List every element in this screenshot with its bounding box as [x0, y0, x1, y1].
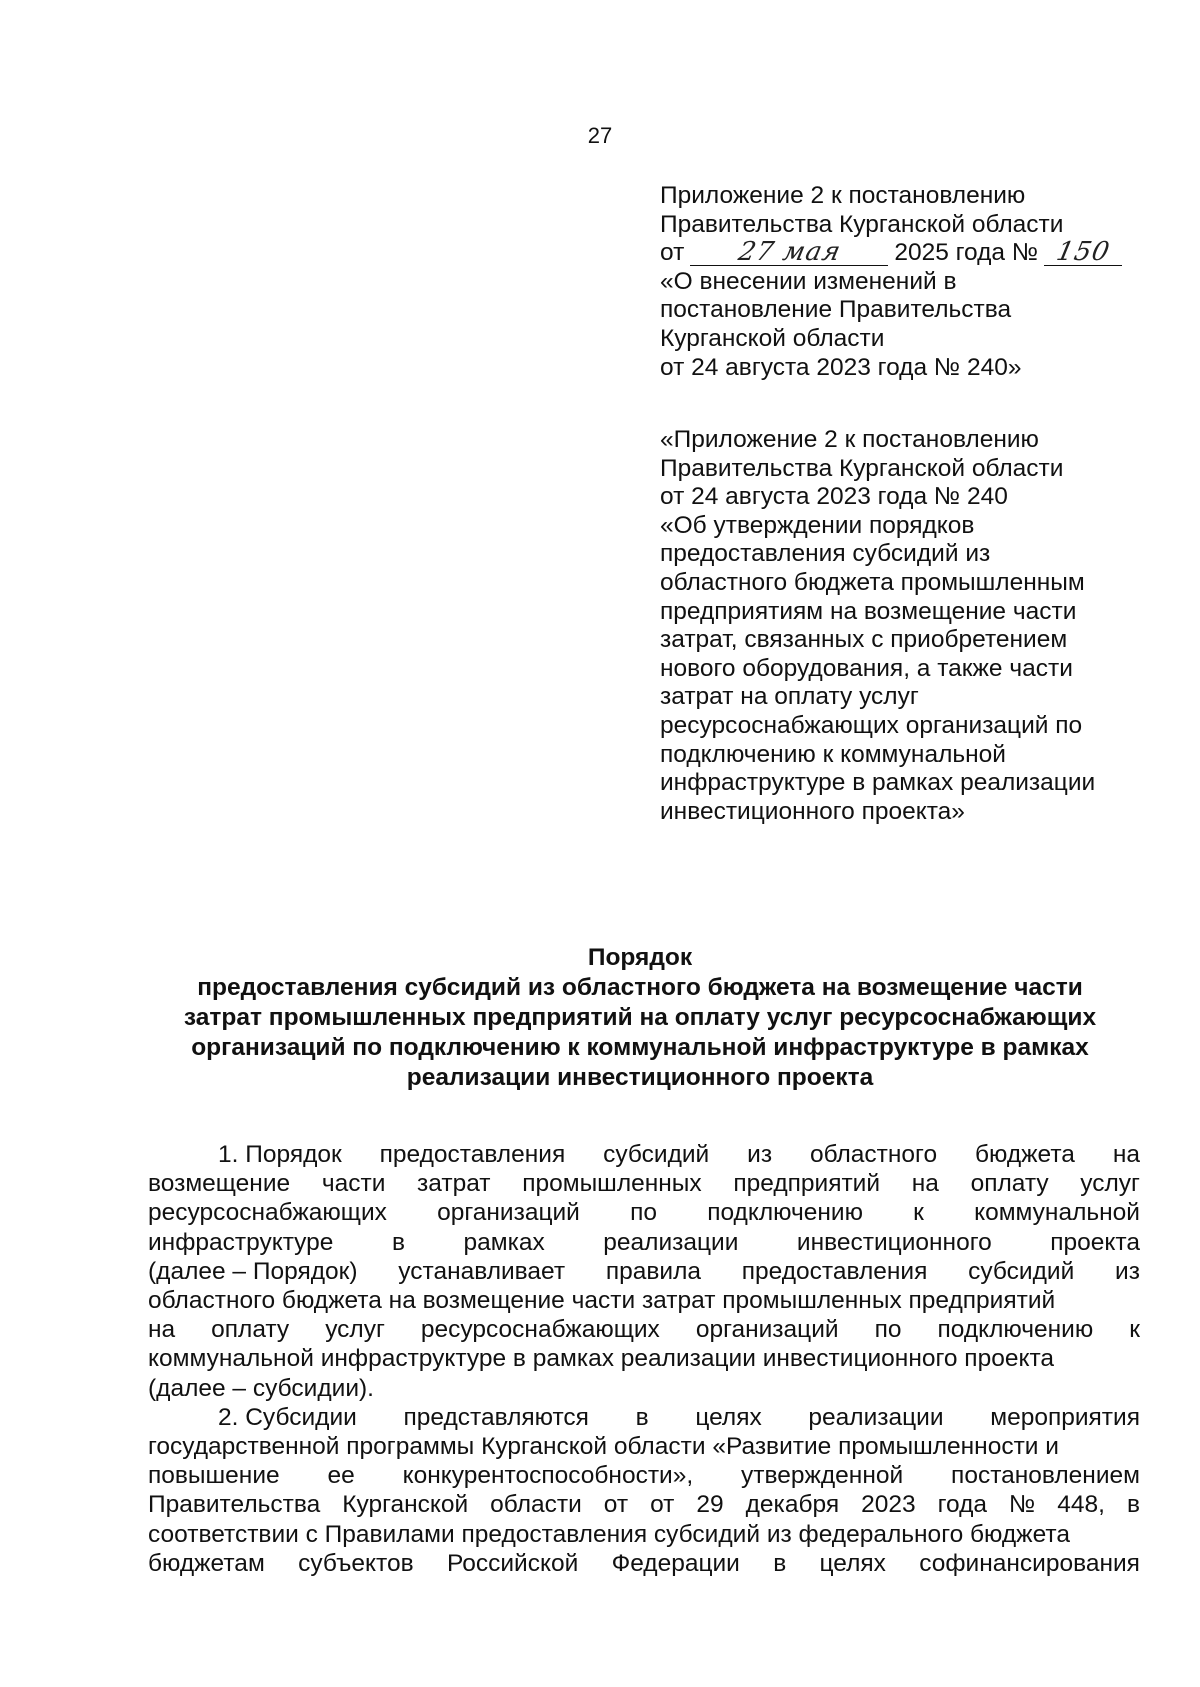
- paragraph-word: софинансирования: [919, 1549, 1140, 1577]
- paragraph-word: рамках: [463, 1228, 545, 1256]
- paragraph-word: части: [321, 1170, 386, 1198]
- paragraph-word: затрат: [417, 1170, 491, 1198]
- document-body: [148, 1140, 1140, 1578]
- quoted-appendix-line: затрат, связанных с приобретением: [660, 626, 1068, 654]
- paragraph-word: на: [911, 1170, 939, 1198]
- paragraph-word: в: [391, 1228, 405, 1256]
- paragraph-word: оплату: [211, 1316, 290, 1344]
- paragraph-word: услуг: [325, 1316, 385, 1344]
- paragraph-word: предоставления: [379, 1141, 566, 1168]
- paragraph-word: целях: [819, 1549, 886, 1577]
- appendix-header-line: Приложение 2 к постановлению: [660, 182, 1026, 209]
- paragraph-word: областного бюджета на возмещение части затрат промышленных предприятий: [148, 1287, 1056, 1315]
- paragraph-word: 29: [696, 1491, 724, 1519]
- paragraph-word: соответствии с Правилами предоставления субсидий из федерального бюджета: [148, 1520, 1070, 1548]
- date-prefix: от: [660, 239, 685, 267]
- quoted-appendix-line: инвестиционного проекта»: [660, 797, 965, 825]
- paragraph-line: [148, 1490, 1140, 1519]
- paragraph-word: целях: [695, 1403, 762, 1431]
- paragraph-word: коммунальной инфраструктуре в рамках реализации инвестиционного проекта: [148, 1345, 1055, 1373]
- handwritten-date-field: [690, 237, 888, 268]
- appendix-header-line: Курганской области: [660, 324, 885, 352]
- appendix-header-line: «О внесении изменений в: [660, 267, 957, 295]
- paragraph-word: ее: [327, 1462, 355, 1490]
- appendix-header: [660, 182, 1160, 382]
- paragraph-word: оплату: [970, 1170, 1049, 1198]
- paragraph-word: услуг: [1080, 1170, 1140, 1198]
- quoted-appendix-line: затрат на оплату услуг: [660, 683, 919, 711]
- document-title: [140, 943, 1140, 1093]
- paragraph-word: из: [1115, 1257, 1140, 1285]
- paragraph-word: повышение: [148, 1462, 280, 1490]
- document-title-line: затрат промышленных предприятий на оплату услуг ресурсоснабжающих: [183, 1004, 1097, 1031]
- appendix-header-line: постановление Правительства: [660, 296, 1012, 324]
- document-title-line: Порядок: [587, 944, 693, 971]
- paragraph-word: предоставления: [741, 1257, 928, 1285]
- paragraph-word: ресурсоснабжающих: [420, 1316, 660, 1344]
- paragraph-line: [148, 1228, 1140, 1257]
- paragraph-word: Правительства: [148, 1491, 321, 1519]
- paragraph-word: Курганской: [342, 1491, 469, 1519]
- paragraph-word: от: [603, 1491, 629, 1519]
- paragraph-line: [148, 1374, 1140, 1403]
- paragraph-word: Федерации: [611, 1549, 740, 1577]
- paragraph-word: государственной программы Курганской области «Развитие промышленности и: [148, 1433, 1059, 1461]
- paragraph-word: (далее – субсидии).: [148, 1374, 374, 1402]
- paragraph-word: 2023: [861, 1491, 916, 1519]
- quoted-appendix-line: «Об утверждении порядков: [660, 511, 975, 539]
- paragraph-word: области: [490, 1491, 582, 1519]
- paragraph-word: 1. Порядок: [218, 1141, 342, 1168]
- quoted-appendix-line: инфраструктуре в рамках реализации: [660, 769, 1096, 797]
- quoted-appendix-line: подключению к коммунальной: [660, 740, 1006, 768]
- paragraph-word: представляются: [403, 1403, 589, 1431]
- paragraph-word: (далее – Порядок): [148, 1257, 358, 1285]
- paragraph-word: устанавливает: [398, 1257, 566, 1285]
- quoted-appendix-line: нового оборудования, а также части: [660, 654, 1073, 682]
- appendix-header-line: Правительства Курганской области: [660, 210, 1064, 238]
- paragraph-line: [148, 1286, 1140, 1315]
- paragraph-word: на: [148, 1316, 176, 1344]
- paragraph-word: мероприятия: [990, 1403, 1140, 1431]
- paragraph-line: [148, 1198, 1140, 1227]
- paragraph-word: от: [650, 1491, 675, 1519]
- appendix-header-line: от 24 августа 2023 года № 240»: [660, 353, 1022, 381]
- paragraph-word: организаций: [695, 1316, 839, 1344]
- paragraph-word: в: [773, 1549, 787, 1577]
- paragraph-word: Российской: [446, 1549, 579, 1577]
- paragraph-word: конкурентоспособности»,: [402, 1462, 694, 1490]
- paragraph-word: 2. Субсидии: [218, 1403, 357, 1431]
- paragraph-word: подключению: [937, 1316, 1094, 1344]
- paragraph-word: ресурсоснабжающих: [148, 1199, 387, 1227]
- paragraph-word: возмещение: [148, 1170, 291, 1198]
- paragraph-line: [148, 1315, 1140, 1344]
- quoted-appendix: [660, 426, 1160, 826]
- paragraph-word: к: [1129, 1316, 1140, 1344]
- paragraph-word: в: [635, 1403, 649, 1431]
- paragraph-word: на: [1112, 1141, 1140, 1168]
- document-title-line: предоставления субсидий из областного бюджета на возмещение части: [197, 974, 1083, 1001]
- quoted-appendix-line: предоставления субсидий из: [660, 540, 991, 568]
- paragraph-word: организаций: [437, 1199, 580, 1227]
- paragraph-word: бюджетам: [148, 1549, 265, 1577]
- quoted-appendix-line: предприятиям на возмещение части: [660, 597, 1077, 625]
- quoted-appendix-line: от 24 августа 2023 года № 240: [660, 483, 1008, 511]
- paragraph-word: утвержденной: [741, 1462, 904, 1490]
- date-year-text: 2025 года №: [894, 239, 1039, 267]
- paragraph-line: [148, 1169, 1140, 1198]
- paragraph-word: реализации: [603, 1228, 739, 1256]
- paragraph-word: подключению: [707, 1199, 863, 1227]
- page-number: 27: [587, 123, 613, 148]
- quoted-appendix-line: «Приложение 2 к постановлению: [660, 426, 1039, 453]
- paragraph-word: по: [630, 1199, 657, 1227]
- paragraph-line: [148, 1520, 1140, 1549]
- paragraph-word: по: [874, 1316, 902, 1344]
- paragraph-line: [148, 1432, 1140, 1461]
- paragraph-line: [148, 1461, 1140, 1490]
- paragraph-word: постановлением: [951, 1462, 1140, 1490]
- paragraph-word: коммунальной: [974, 1199, 1140, 1227]
- paragraph-word: в: [1126, 1491, 1140, 1519]
- paragraph-word: года: [937, 1491, 988, 1519]
- paragraph-word: декабря: [745, 1491, 840, 1519]
- paragraph-word: субъектов: [298, 1549, 414, 1577]
- paragraph-word: промышленных: [522, 1170, 702, 1198]
- paragraph-line: [148, 1344, 1140, 1373]
- paragraph-word: инвестиционного: [796, 1228, 992, 1256]
- document-title-line: организаций по подключению к коммунальной инфраструктуре в рамках: [191, 1034, 1089, 1061]
- quoted-appendix-line: областного бюджета промышленным: [660, 568, 1085, 596]
- paragraph-word: к: [913, 1199, 924, 1227]
- paragraph-word: из: [747, 1141, 773, 1168]
- paragraph-word: субсидий: [603, 1141, 710, 1168]
- paragraph-word: №: [1009, 1491, 1036, 1519]
- paragraph-word: 448,: [1057, 1491, 1105, 1519]
- paragraph-line: [148, 1549, 1140, 1578]
- paragraph-word: правила: [605, 1257, 702, 1285]
- paragraph-word: бюджета: [974, 1141, 1075, 1168]
- quoted-appendix-line: Правительства Курганской области: [660, 454, 1064, 482]
- paragraph-word: проекта: [1050, 1228, 1140, 1256]
- paragraph-line: [148, 1140, 1140, 1169]
- handwritten-number: 150: [1053, 237, 1113, 268]
- paragraph-word: областного: [809, 1141, 938, 1168]
- paragraph-line: [148, 1403, 1140, 1432]
- paragraph-word: предприятий: [733, 1170, 881, 1198]
- quoted-appendix-line: ресурсоснабжающих организаций по: [660, 711, 1083, 739]
- document-title-line: реализации инвестиционного проекта: [406, 1064, 874, 1091]
- paragraph-line: [148, 1257, 1140, 1286]
- handwritten-date: 27 мая: [735, 237, 844, 268]
- paragraph-word: субсидий: [968, 1257, 1075, 1285]
- resolution-date-line: [660, 239, 1160, 268]
- paragraph-word: инфраструктуре: [148, 1228, 334, 1256]
- paragraph-word: реализации: [808, 1403, 944, 1431]
- handwritten-number-field: [1044, 237, 1122, 268]
